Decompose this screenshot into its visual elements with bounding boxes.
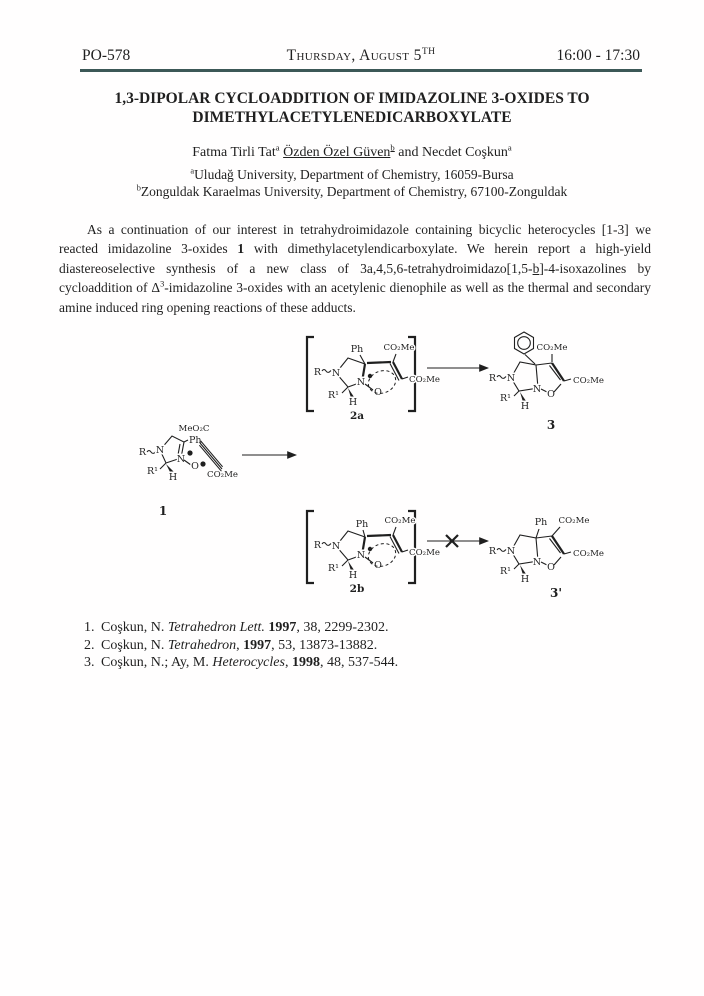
meo2c-label: MeO₂C — [178, 424, 210, 434]
n-label: N — [356, 377, 366, 388]
structure-1 — [139, 424, 238, 518]
reference-1 — [84, 619, 398, 637]
r1-label: R¹ — [328, 390, 339, 401]
compound-label-1: 1 — [158, 504, 168, 518]
ph-label: Ph — [189, 435, 202, 446]
affiliation-1: $^a$Uludağ University, Department of Chemistry, 16059-Bursa — [190, 166, 514, 182]
h-label: H — [348, 570, 358, 581]
r1-label: R¹ — [147, 466, 158, 477]
title-line-2: DIMETHYLACETYLENEDICARBOXYLATE — [192, 108, 512, 126]
o-label: O — [547, 389, 555, 400]
ph-label: Ph — [350, 344, 364, 355]
r-label: R — [488, 546, 496, 557]
co2me-label: CO₂Me — [573, 549, 604, 559]
o-label: O — [374, 560, 382, 571]
h-label: H — [520, 401, 530, 412]
n-label: N — [331, 368, 341, 379]
session-day: Thursday, August 5TH — [286, 45, 436, 64]
h-label: H — [520, 574, 530, 585]
day-ordinal-suffix: TH — [421, 45, 436, 57]
co2me-label: CO₂Me — [383, 343, 415, 353]
co2me-label: CO₂Me — [384, 516, 416, 526]
affiliation-2: $^b$Zonguldak Karaelmas University, Department of Chemistry, 67100-Zonguldak — [136, 183, 568, 199]
reference-list — [84, 619, 398, 672]
ph-label: Ph — [534, 517, 548, 528]
reference-text: Coşkun, N. Tetrahedron, 1997, 53, 13873-13882. — [101, 637, 378, 653]
minus-charge-dot — [200, 461, 205, 466]
compound-label-2a: 2a — [349, 410, 365, 422]
session-code: PO-578 — [82, 47, 131, 64]
blocked-reaction-arrow — [427, 535, 488, 547]
plus-charge-dot — [187, 450, 192, 455]
co2me-label: CO₂Me — [207, 470, 238, 480]
reference-number: 1. — [84, 620, 95, 635]
o-label: O — [191, 461, 199, 472]
reaction-scheme — [0, 325, 704, 615]
r-label: R — [313, 367, 321, 378]
header-rule — [80, 69, 642, 72]
r-label: R — [138, 447, 146, 458]
co2me-label: CO₂Me — [558, 516, 590, 526]
reference-text: Coşkun, N. Tetrahedron Lett. 1997, 38, 2299-2302. — [101, 620, 389, 635]
paper-title — [40, 90, 664, 127]
ph-label: Ph — [355, 519, 369, 530]
co2me-label: CO₂Me — [573, 376, 604, 386]
r1-label: R¹ — [328, 563, 339, 574]
abstract-paragraph: As a continuation of our interest in tetrahydroimidazole containing bicyclic heterocycles [1-3] we reacted imidazoline 3-oxides 1 with dimethylacetylendicarboxylate. We herein report a high-yield diastereoselective synthesis of a new class of 3a,4,5,6-tetrahydroimidazo[1,5-b]-4-isoxazolines by cycloaddition of $\Delta^3$-imidazoline 3-oxides with an acetylenic dienophile as well as the thermal and secondary amine induced ring opening reactions of these adducts. — [59, 222, 651, 315]
r-label: R — [313, 540, 321, 551]
compound-label-3: 3 — [546, 418, 556, 432]
co2me-label: CO₂Me — [409, 548, 440, 558]
h-label: H — [168, 472, 178, 483]
reference-3 — [84, 654, 398, 672]
reference-2 — [84, 637, 398, 655]
compound-label-2b: 2b — [349, 583, 365, 595]
n-label: N — [532, 384, 542, 395]
structure-2a — [307, 337, 440, 422]
structure-2b — [307, 511, 440, 595]
structure-3 — [489, 332, 604, 432]
r-label: R — [488, 373, 496, 384]
affiliations — [40, 167, 664, 200]
o-label: O — [374, 387, 382, 398]
n-label: N — [506, 546, 516, 557]
session-time: 16:00 - 17:30 — [556, 47, 640, 64]
n-label: N — [331, 541, 341, 552]
reference-number: 3. — [84, 655, 95, 671]
co2me-label: CO₂Me — [536, 343, 568, 353]
page-header — [82, 47, 640, 67]
n-label: N — [506, 373, 516, 384]
co2me-label: CO₂Me — [409, 375, 440, 385]
n-label: N — [356, 550, 366, 561]
n-label: N — [155, 445, 165, 456]
author-line: Fatma Tirli Tat$^a$ Özden Özel Güven$^b$ and Necdet Coşkun$^a$ — [192, 142, 512, 160]
h-label: H — [348, 397, 358, 408]
reference-number: 2. — [84, 637, 95, 653]
n-label: N — [532, 557, 542, 568]
n-plus-label: N — [176, 454, 186, 465]
title-line-1: 1,3-DIPOLAR CYCLOADDITION OF IMIDAZOLINE 3-OXIDES TO — [114, 90, 590, 107]
reference-text: Coşkun, N.; Ay, M. Heterocycles, 1998, 48, 537-544. — [101, 655, 399, 671]
r1-label: R¹ — [500, 566, 511, 577]
structure-3-prime — [489, 516, 604, 600]
compound-label-3-prime: 3' — [549, 586, 563, 600]
o-label: O — [547, 562, 555, 573]
r1-label: R¹ — [500, 393, 511, 404]
